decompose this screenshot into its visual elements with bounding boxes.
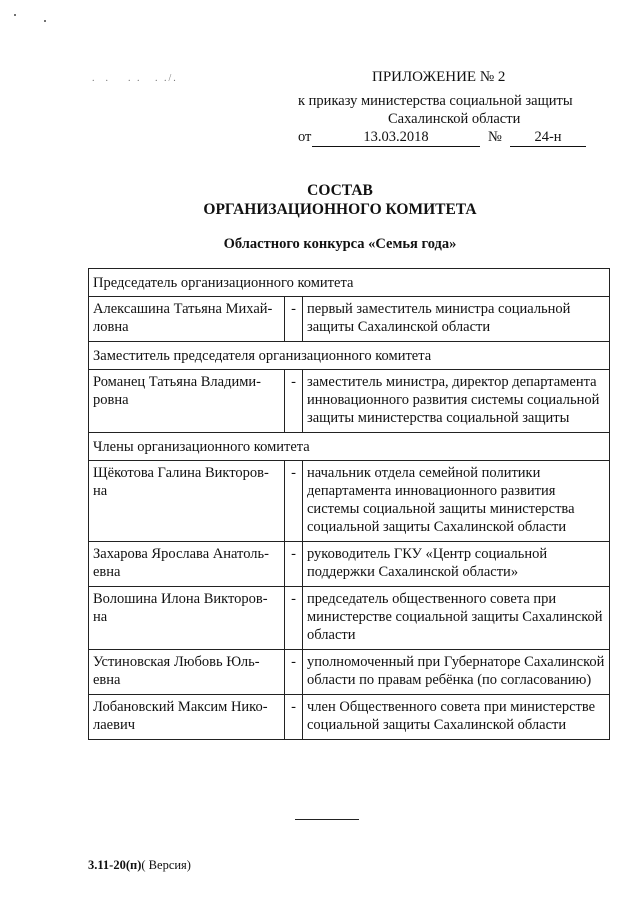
footer-note: ( Версия) <box>141 858 191 872</box>
appendix-date-line <box>298 128 598 146</box>
member-role: руководитель ГКУ «Центр социальной поддержки Сахалинской области» <box>303 542 610 587</box>
member-row <box>89 370 610 433</box>
appendix-region-line: Сахалинской области <box>388 111 521 127</box>
member-dash: - <box>285 587 303 650</box>
order-number: 24-н <box>510 128 586 147</box>
member-row <box>89 587 610 650</box>
section-row <box>89 269 610 297</box>
section-row <box>89 342 610 370</box>
appendix-order-line: к приказу министерства социальной защиты <box>298 93 573 109</box>
document-title-line2: ОРГАНИЗАЦИОННОГО КОМИТЕТА <box>203 201 477 218</box>
member-name: Волошина Илона Викторов-на <box>89 587 285 650</box>
member-dash: - <box>285 542 303 587</box>
committee-table <box>88 268 610 740</box>
section-title: Члены организационного комитета <box>89 433 610 461</box>
order-date: 13.03.2018 <box>312 128 480 147</box>
member-dash: - <box>285 695 303 740</box>
member-row <box>89 297 610 342</box>
member-name: Романец Татьяна Владими-ровна <box>89 370 285 433</box>
member-dash: - <box>285 461 303 542</box>
footer <box>88 856 191 874</box>
member-row <box>89 650 610 695</box>
footer-code: 3.11-20(п) <box>88 858 142 872</box>
member-role: начальник отдела семейной политики департамента инновационного развития системы социальной защиты министерства социальной защиты Сахалинской области <box>303 461 610 542</box>
scan-speck <box>14 14 16 16</box>
member-role: первый заместитель министра социальной защиты Сахалинской области <box>303 297 610 342</box>
date-label: от <box>298 129 312 145</box>
member-name: Захарова Ярослава Анатоль-евна <box>89 542 285 587</box>
member-name: Алексашина Татьяна Михай-ловна <box>89 297 285 342</box>
member-name: Лобановский Максим Нико-лаевич <box>89 695 285 740</box>
document-title: СОСТАВ <box>307 182 373 199</box>
member-role: председатель общественного совета при министерстве социальной защиты Сахалинской области <box>303 587 610 650</box>
document-subtitle: Областного конкурса «Семья года» <box>223 236 457 252</box>
number-label: № <box>488 129 502 145</box>
section-row <box>89 433 610 461</box>
member-row <box>89 461 610 542</box>
appendix-title: ПРИЛОЖЕНИЕ № 2 <box>372 69 506 85</box>
member-row <box>89 695 610 740</box>
end-rule <box>295 819 359 820</box>
section-title: Председатель организационного комитета <box>89 269 610 297</box>
member-name: Щёкотова Галина Викторов-на <box>89 461 285 542</box>
scan-speck <box>44 20 46 22</box>
member-row <box>89 542 610 587</box>
section-title: Заместитель председателя организационного комитета <box>89 342 610 370</box>
member-dash: - <box>285 297 303 342</box>
member-role: заместитель министра, директор департамента инновационного развития системы социальной защиты министерства социальной защиты <box>303 370 610 433</box>
scan-noise: . . . . . ./. <box>92 73 178 84</box>
member-name: Устиновская Любовь Юль-евна <box>89 650 285 695</box>
member-dash: - <box>285 370 303 433</box>
member-dash: - <box>285 650 303 695</box>
member-role: уполномоченный при Губернаторе Сахалинской области по правам ребёнка (по согласованию) <box>303 650 610 695</box>
member-role: член Общественного совета при министерстве социальной защиты Сахалинской области <box>303 695 610 740</box>
